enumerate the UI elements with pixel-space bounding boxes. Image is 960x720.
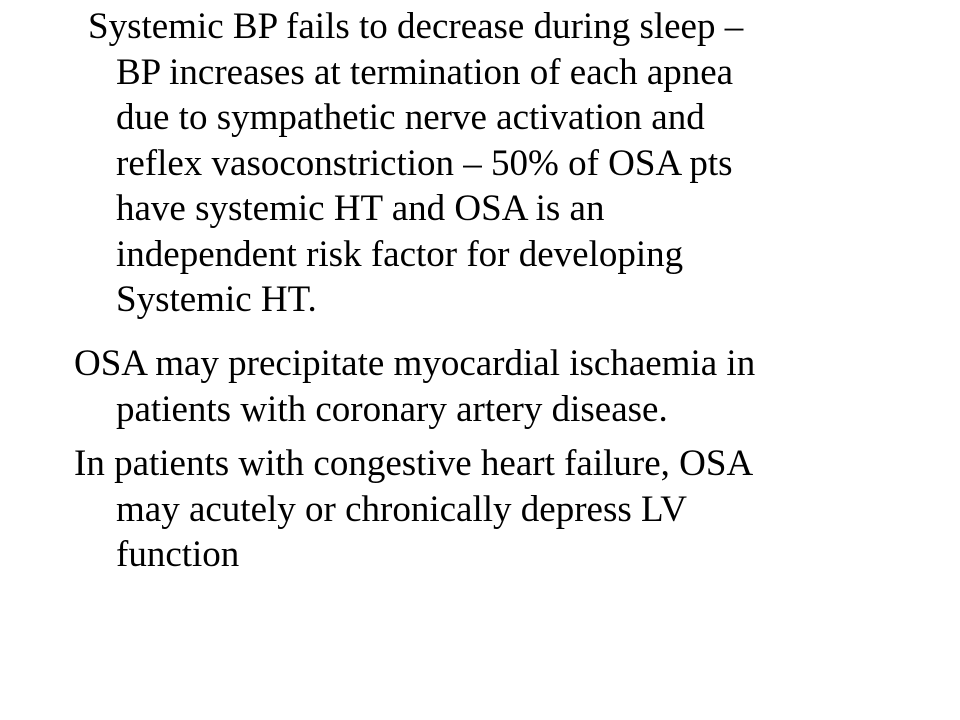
text-line: In patients with congestive heart failure, OSA <box>74 443 754 484</box>
text-line: function <box>116 534 240 575</box>
paragraph-systemic-bp <box>74 4 743 323</box>
paragraph-heart-failure <box>74 441 753 578</box>
text-line: patients with coronary artery disease. <box>116 388 668 430</box>
text-line: Systemic BP fails to decrease during sleep – <box>88 6 744 47</box>
text-line: OSA may precipitate myocardial ischaemia in <box>74 343 756 384</box>
text-line: Systemic HT. <box>116 279 317 320</box>
text-line: may acutely or chronically depress LV <box>116 488 687 530</box>
text-line: due to sympathetic nerve activation and <box>116 97 705 138</box>
text-line: BP increases at termination of each apnea <box>116 51 734 93</box>
text-line: reflex vasoconstriction – 50% of OSA pts <box>116 142 733 184</box>
text-line: independent risk factor for developing <box>116 233 684 275</box>
text-line: have systemic HT and OSA is an <box>116 188 605 229</box>
paragraph-myocardial-ischaemia <box>74 341 755 432</box>
